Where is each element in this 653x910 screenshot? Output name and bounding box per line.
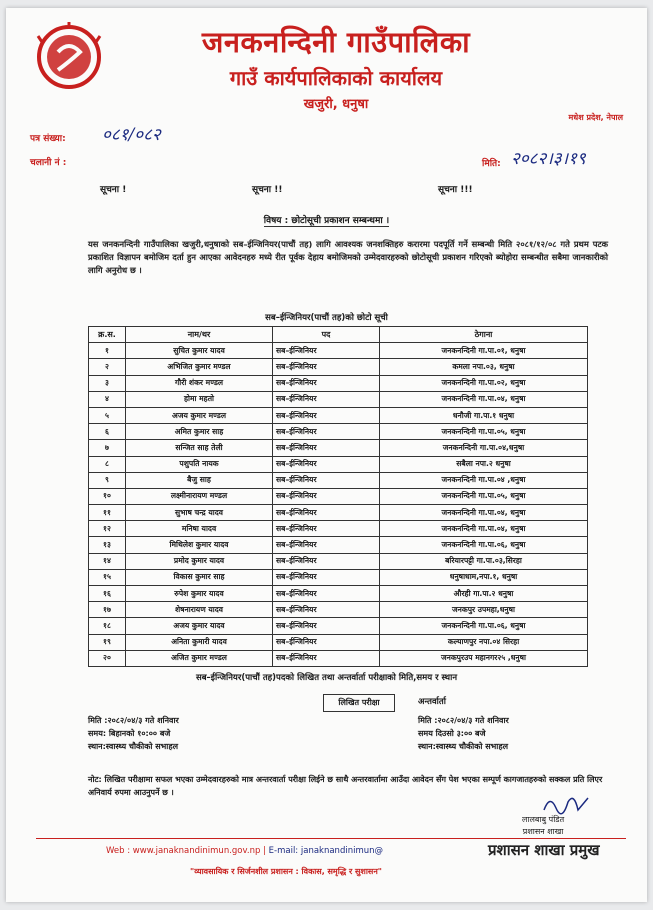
row-serial: १	[89, 343, 126, 359]
header-post: पद	[273, 327, 380, 343]
row-name: शेषनारायण यादव	[126, 602, 273, 618]
row-post: सब–ईन्जिनियर	[273, 602, 380, 618]
table-row	[89, 343, 588, 359]
exam-title: सब–ईन्जिनियर(पाचौं तह)पदको लिखित तथा अन्तर्वार्ता परीक्षाको मिति,समय र स्थान	[195, 673, 458, 683]
table-title: सब–ईन्जिनियर(पाचौं तह)को छोटो सूची	[265, 313, 388, 323]
row-post: सब–ईन्जिनियर	[273, 634, 380, 650]
row-serial: १७	[89, 602, 126, 618]
row-post: सब–ईन्जिनियर	[273, 650, 380, 666]
row-name: होमा महतो	[126, 391, 273, 407]
row-address: जनकनन्दिनी गा.पा.०४ ,धनुषा	[380, 472, 588, 488]
footer-separator: |	[260, 846, 269, 856]
table-row	[89, 424, 588, 440]
row-address: जनकपुरउप महानगर२५ ,धनुषा	[380, 650, 588, 666]
table-row	[89, 488, 588, 504]
row-serial: १९	[89, 634, 126, 650]
row-address: जनकपुर उपमहा,धनुषा	[380, 602, 588, 618]
row-name: अनिता कुमारी यादव	[126, 634, 273, 650]
written-date: मिति :२०८२/०४/३ गते शनिवार	[88, 716, 179, 725]
row-post: सब–ईन्जिनियर	[273, 553, 380, 569]
table-row	[89, 472, 588, 488]
date-value: २०८२।३।१९	[511, 149, 586, 169]
row-name: अजय कुमार यादव	[126, 618, 273, 634]
ref-label: पत्र संख्या:	[30, 134, 66, 144]
row-serial: १०	[89, 488, 126, 504]
row-address: जनकनन्दिनी गा.पा.०२, धनुषा	[380, 375, 588, 391]
table-row	[89, 456, 588, 472]
interview-details	[418, 714, 509, 753]
row-post: सब–ईन्जिनियर	[273, 424, 380, 440]
row-address: धनौजी गा.पा.१ धनुषा	[380, 407, 588, 423]
subject-line: विषय : छोटोसूची प्रकाशन सम्बन्धमा ।	[263, 216, 390, 226]
footer-email[interactable]: E-mail: janaknandinimun@	[268, 846, 384, 856]
row-name: विकास कुमार साह	[126, 569, 273, 585]
row-serial: ५	[89, 407, 126, 423]
letter-page	[6, 8, 647, 902]
row-name: बैजु साह	[126, 472, 273, 488]
row-serial: २०	[89, 650, 126, 666]
row-address: जनकनन्दिनी गा.पा.०६, धनुषा	[380, 618, 588, 634]
row-address: बरियारपट्टी गा.पा.०३,सिरहा	[380, 553, 588, 569]
table-row	[89, 505, 588, 521]
row-serial: १५	[89, 569, 126, 585]
row-address: जनकनन्दिनी गा.पा.०६, धनुषा	[380, 537, 588, 553]
row-address: जनकनन्दिनी गा.पा.०४, धनुषा	[380, 505, 588, 521]
row-post: सब–ईन्जिनियर	[273, 407, 380, 423]
written-exam-details	[88, 714, 179, 753]
row-post: सब–ईन्जिनियर	[273, 359, 380, 375]
interview-venue: स्थान:स्वास्थ्य चौकीको सभाहल	[418, 742, 509, 751]
row-serial: १४	[89, 553, 126, 569]
row-post: सब–ईन्जिनियर	[273, 537, 380, 553]
row-name: मिथिलेश कुमार यादव	[126, 537, 273, 553]
dispatch-label: चलानी नं :	[30, 158, 67, 168]
province-label: मधेश प्रदेश, नेपाल	[568, 113, 623, 122]
row-name: गौरी शंकर मण्डल	[126, 375, 273, 391]
row-name: पशुपति नायक	[126, 456, 273, 472]
table-row	[89, 618, 588, 634]
row-name: मनिषा यादव	[126, 521, 273, 537]
row-serial: १३	[89, 537, 126, 553]
row-post: सब–ईन्जिनियर	[273, 488, 380, 504]
date-label: मिति:	[482, 159, 501, 169]
body-paragraph: यस जनकनन्दिनी गाउँपालिका खजुरी,धनुषाको सब–ईन्जिनियर(पाचौं तह) लागि आवश्यक जनशक्तिहरु करारमा पदपूर्ति गर्ने सम्बन्धी मिति २०८१/१२/०८ गते प्रथम पटक प्रकाशित विज्ञापन बमोजिम दर्ता हुन आएका आवेदनहरु मध्ये रीत पूर्वक देहाय बमोजिमको उम्मेदवारहरुको छोटोसूची प्रकाशन गरिएको ब्योहोरा सम्बन्धीत सबैमा जानकारीको लागि अनुरोध छ ।	[88, 239, 608, 275]
row-name: सुचित कुमार यादव	[126, 343, 273, 359]
header-serial: क्र.स.	[89, 327, 126, 343]
row-name: सन्जित साह तेली	[126, 440, 273, 456]
row-serial: ३	[89, 375, 126, 391]
table-row	[89, 553, 588, 569]
row-post: सब–ईन्जिनियर	[273, 505, 380, 521]
table-body	[89, 343, 588, 667]
table-row	[89, 569, 588, 585]
row-post: सब–ईन्जिनियर	[273, 586, 380, 602]
municipality-title: जनकनन्दिनी गाउँपालिका	[201, 25, 471, 59]
row-serial: १८	[89, 618, 126, 634]
row-address: जनकनन्दिनी गा.पा.०४,धनुषा	[380, 440, 588, 456]
note-text: नोट: लिखित परीक्षामा सफल भएका उम्मेदवारहरुको मात्र अन्तरवार्ता परीक्षा लिईने छ साथै अन्तरवार्तामा आउँदा आवेदन सँग पेश भएका सम्पूर्ण कागजातहरुको सक्कल प्रति लिएर अनिवार्य रुपमा आउनुपर्ने छ ।	[88, 775, 603, 797]
signatory-block	[522, 814, 564, 838]
row-address: जनकनन्दिनी गा.पा.०४, धनुषा	[380, 521, 588, 537]
row-name: अमित कुमार साह	[126, 424, 273, 440]
row-address: जनकनन्दिनी गा.पा.०१, धनुषा	[380, 343, 588, 359]
row-post: सब–ईन्जिनियर	[273, 343, 380, 359]
row-name: सुभाष चन्द्र यादव	[126, 505, 273, 521]
office-subtitle: गाउँ कार्यपालिकाको कार्यालय	[229, 66, 443, 90]
header-name: नाम/थर	[126, 327, 273, 343]
row-post: सब–ईन्जिनियर	[273, 521, 380, 537]
row-post: सब–ईन्जिनियर	[273, 456, 380, 472]
written-exam-label: लिखित परीक्षा	[323, 694, 395, 712]
row-post: सब–ईन्जिनियर	[273, 472, 380, 488]
row-name: अभिजित कुमार मण्डल	[126, 359, 273, 375]
table-row	[89, 586, 588, 602]
row-name: प्रमोद कुमार यादव	[126, 553, 273, 569]
table-row	[89, 634, 588, 650]
table-row	[89, 521, 588, 537]
row-address: जनकनन्दिनी गा.पा.०५, धनुषा	[380, 424, 588, 440]
table-row	[89, 440, 588, 456]
ref-number: ०८१/०८२	[102, 125, 161, 145]
row-name: अजित कुमार मण्डल	[126, 650, 273, 666]
notice-3: सूचना !!!	[438, 185, 473, 195]
row-address: कल्याणपुर नपा.०४ सिरहा	[380, 634, 588, 650]
row-name: अजय कुमार मण्डल	[126, 407, 273, 423]
table-row	[89, 391, 588, 407]
row-address: जनकनन्दिनी गा.पा.०५, धनुषा	[380, 488, 588, 504]
row-serial: ७	[89, 440, 126, 456]
written-time: समय: बिहानको १०:०० बजे	[88, 729, 171, 738]
table-header-row	[89, 327, 588, 343]
header-address: ठेगाना	[380, 327, 588, 343]
row-serial: ११	[89, 505, 126, 521]
footer-web[interactable]: Web : www.janaknandinimun.gov.np	[106, 846, 261, 856]
row-post: सब–ईन्जिनियर	[273, 618, 380, 634]
row-serial: ४	[89, 391, 126, 407]
row-serial: ८	[89, 456, 126, 472]
table-row	[89, 359, 588, 375]
row-post: सब–ईन्जिनियर	[273, 375, 380, 391]
interview-time: समय दिउसो ३:०० बजे	[418, 729, 486, 738]
row-address: सबैला नपा.२ धनुषा	[380, 456, 588, 472]
row-address: औरही गा.पा.२ धनुषा	[380, 586, 588, 602]
table-row	[89, 537, 588, 553]
municipality-logo	[34, 22, 104, 92]
interview-date: मिति :२०८२/०४/३ गते शनिवार	[418, 716, 509, 725]
signatory-name: लालबाबु पंडित	[522, 815, 565, 824]
admin-stamp: प्रशासन शाखा प्रमुख	[488, 841, 600, 859]
office-location: खजुरी, धनुषा	[303, 97, 369, 112]
row-serial: ६	[89, 424, 126, 440]
row-serial: २	[89, 359, 126, 375]
interview-label: अन्तर्वार्ता	[418, 697, 446, 707]
table-row	[89, 650, 588, 666]
row-serial: ९	[89, 472, 126, 488]
signatory-position: प्रशासन शाखा	[522, 827, 564, 836]
row-name: लक्ष्मीनारायण मण्डल	[126, 488, 273, 504]
row-serial: १६	[89, 586, 126, 602]
row-address: जनकनन्दिनी गा.पा.०४, धनुषा	[380, 391, 588, 407]
footer-motto: "व्यावसायिक र सिर्जनशील प्रशासन : विकास, समृद्धि र सुशासन"	[190, 867, 382, 876]
table-row	[89, 375, 588, 391]
row-name: रुपेश कुमार यादव	[126, 586, 273, 602]
shortlist-table	[88, 326, 588, 667]
written-venue: स्थान:स्वास्थ्य चौकीको सभाहल	[88, 742, 179, 751]
row-post: सब–ईन्जिनियर	[273, 569, 380, 585]
table-row	[89, 602, 588, 618]
notice-2: सूचना !!	[252, 185, 283, 195]
footer-divider	[36, 838, 626, 839]
notice-1: सूचना !	[100, 185, 127, 195]
row-post: सब–ईन्जिनियर	[273, 391, 380, 407]
row-post: सब–ईन्जिनियर	[273, 440, 380, 456]
row-serial: १२	[89, 521, 126, 537]
table-row	[89, 407, 588, 423]
row-address: धनुषाधाम,नपा.१, धनुषा	[380, 569, 588, 585]
row-address: कमला नपा.०३, धनुषा	[380, 359, 588, 375]
